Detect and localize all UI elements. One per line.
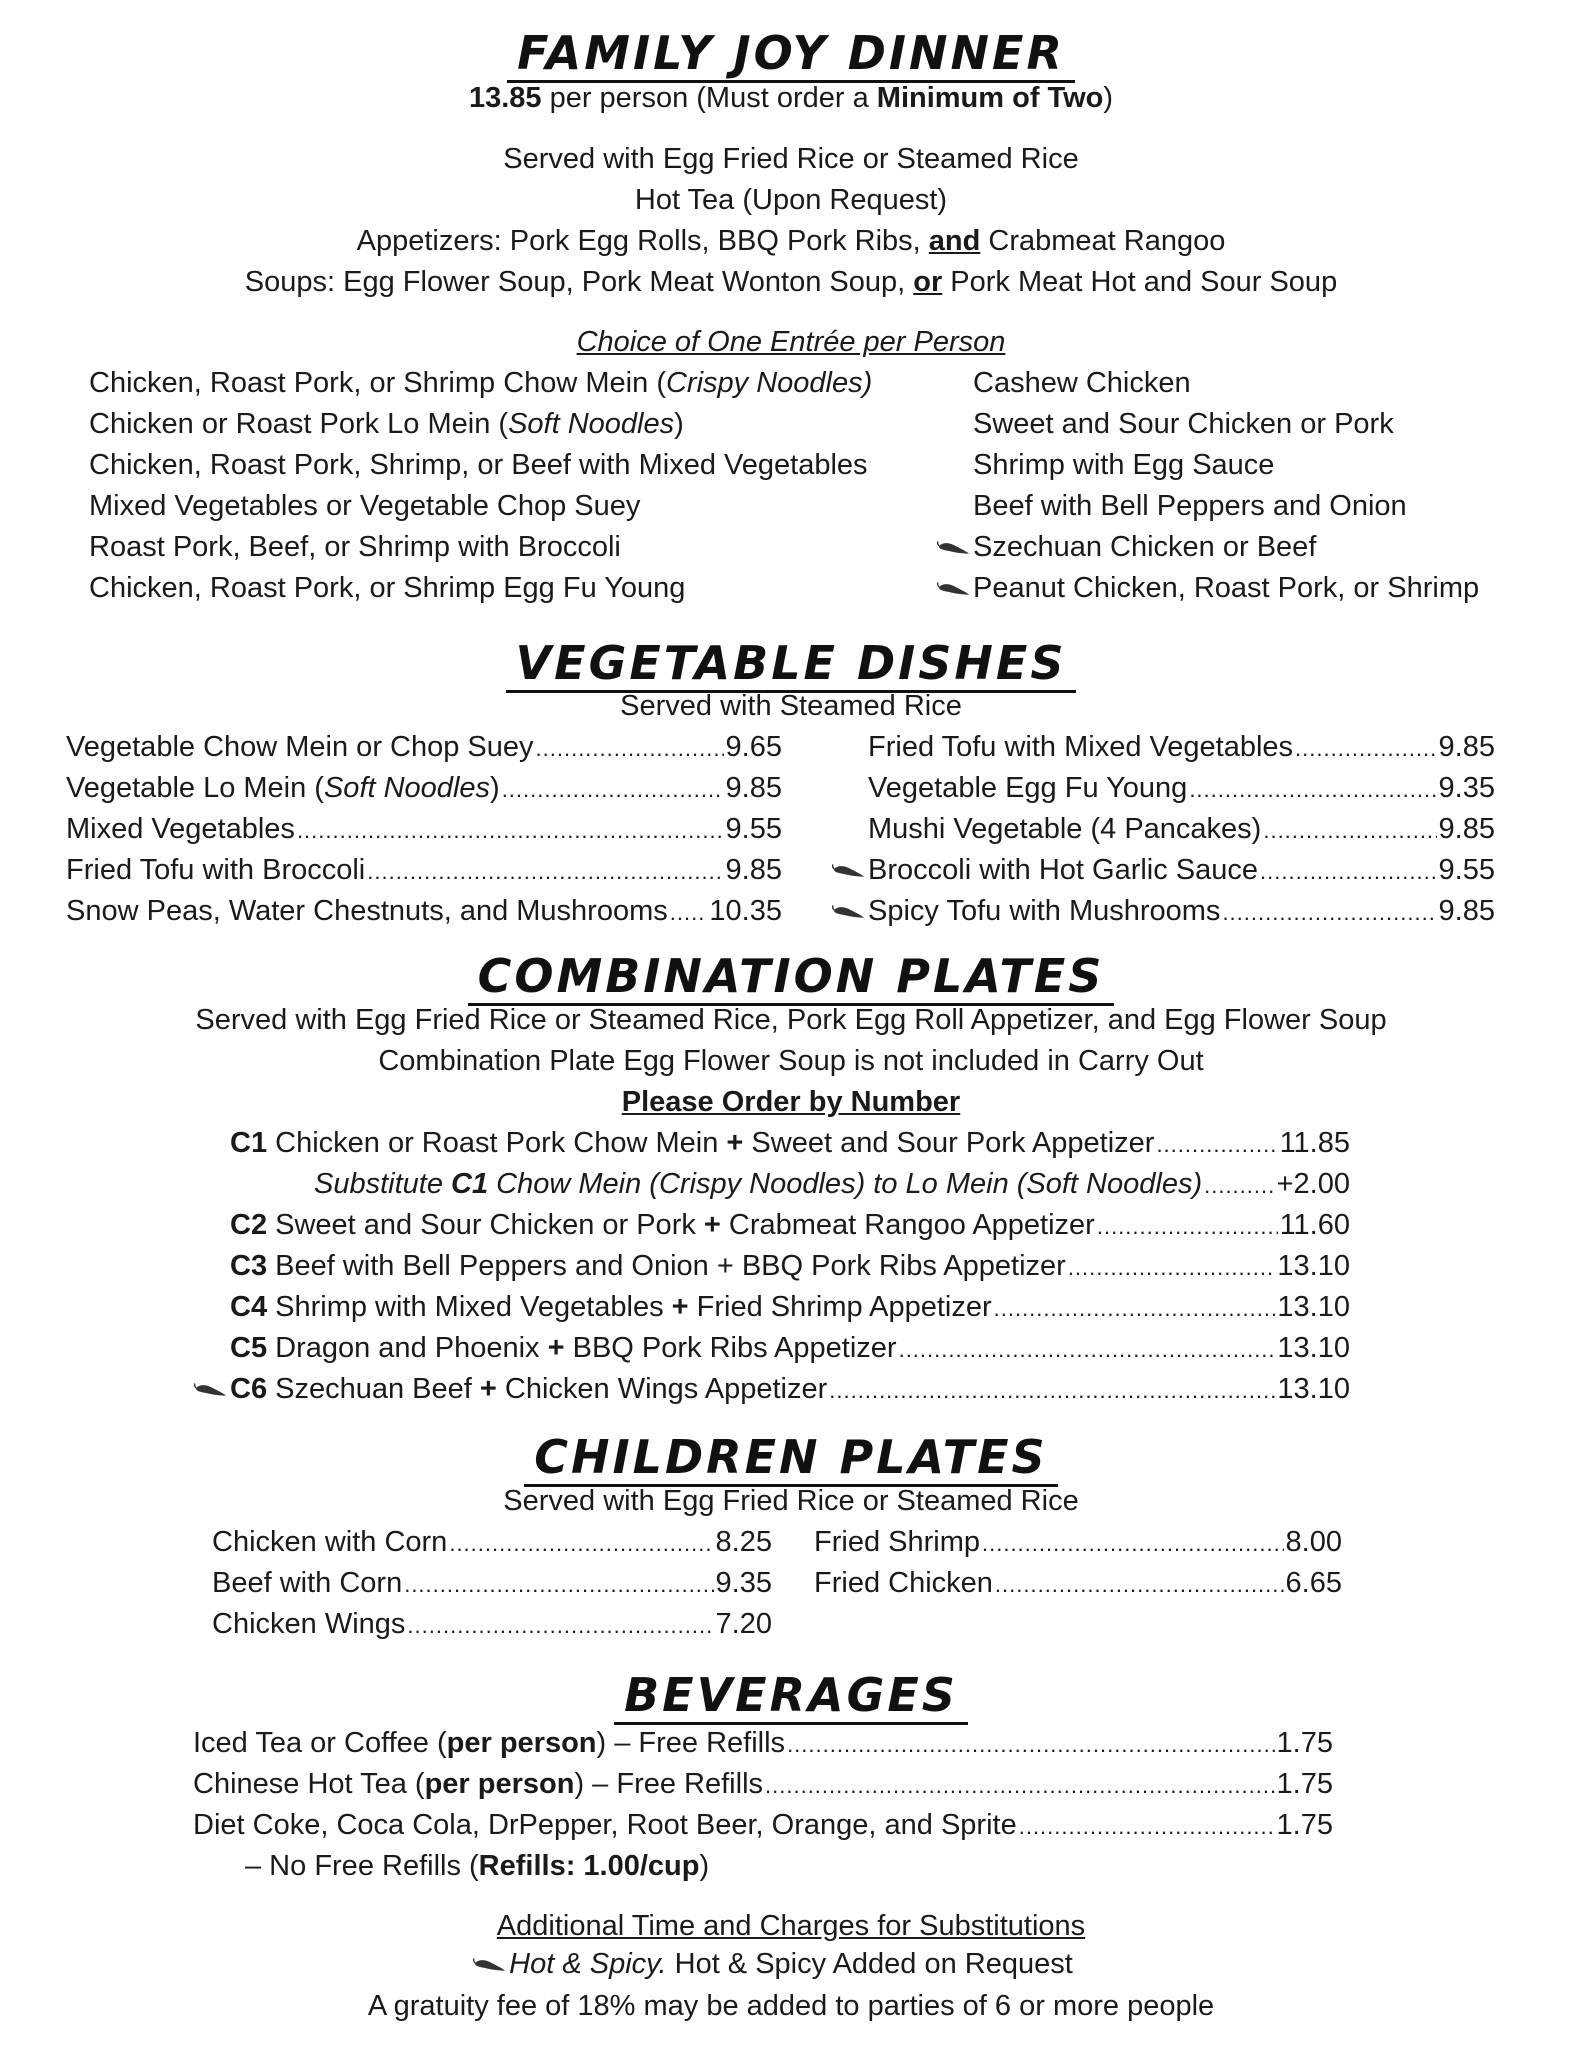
combination-list xyxy=(230,1123,1350,1410)
item-price: 1.75 xyxy=(1276,1727,1333,1759)
entree-item: Chicken, Roast Pork, Shrimp, or Beef with Mixed Vegetables xyxy=(89,449,868,481)
choice-heading: Choice of One Entrée per Person xyxy=(576,326,1006,358)
vegetable-item xyxy=(66,809,782,850)
item-name: Chicken with Corn xyxy=(212,1526,448,1558)
item-name: Chicken Wings xyxy=(212,1608,406,1640)
item-price: 1.75 xyxy=(1276,1768,1333,1800)
item-price: 9.55 xyxy=(1438,854,1495,886)
hot-pepper-icon xyxy=(937,541,971,555)
entree-item: Szechuan Chicken or Beef xyxy=(973,527,1479,568)
entree-item: Roast Pork, Beef, or Shrimp with Broccoli xyxy=(89,531,621,563)
item-price: 11.60 xyxy=(1279,1209,1350,1241)
item-price: 9.85 xyxy=(725,772,782,804)
children-item xyxy=(212,1563,772,1604)
item-price: 8.00 xyxy=(1285,1526,1342,1558)
dot-leader xyxy=(982,1522,1284,1564)
hot-pepper-icon xyxy=(473,1958,507,1972)
family-soups: Soups: Egg Flower Soup, Pork Meat Wonton Soup, or Pork Meat Hot and Sour Soup xyxy=(244,266,1338,298)
item-name: Substitute C1 Chow Mein (Crispy Noodles) to Lo Mein (Soft Noodles) xyxy=(314,1168,1203,1200)
dot-leader xyxy=(1068,1246,1276,1288)
beverage-item xyxy=(193,1723,1333,1764)
entree-item: Shrimp with Egg Sauce xyxy=(973,449,1275,481)
item-price: 13.10 xyxy=(1277,1291,1350,1323)
substitutions-note: Additional Time and Charges for Substitutions xyxy=(496,1910,1086,1942)
dot-leader xyxy=(502,768,724,810)
item-price: 7.20 xyxy=(715,1608,772,1640)
entree-item: Chicken or Roast Pork Lo Mein (Soft Noodles) xyxy=(89,408,684,440)
dot-leader xyxy=(1019,1805,1275,1847)
substitute-note xyxy=(230,1164,1350,1205)
dot-leader xyxy=(367,850,723,892)
item-name: Fried Chicken xyxy=(814,1567,993,1599)
item-price: 9.35 xyxy=(1438,772,1495,804)
item-price: 9.85 xyxy=(725,854,782,886)
dot-leader xyxy=(1156,1123,1277,1165)
combination-note: Combination Plate Egg Flower Soup is not included in Carry Out xyxy=(378,1045,1204,1077)
item-price: 8.25 xyxy=(715,1526,772,1558)
children-list-right xyxy=(814,1522,1342,1604)
dot-leader xyxy=(407,1604,713,1646)
item-name: C6 Szechuan Beef + Chicken Wings Appetizer xyxy=(230,1373,828,1405)
vegetable-item xyxy=(66,891,782,932)
beverage-item xyxy=(193,1805,1333,1846)
vegetable-item xyxy=(66,768,782,809)
combination-item xyxy=(230,1369,1350,1410)
dot-leader xyxy=(787,1723,1274,1765)
combination-item xyxy=(230,1205,1350,1246)
gratuity-note: A gratuity fee of 18% may be added to parties of 6 or more people xyxy=(367,1990,1215,2022)
family-tea: Hot Tea (Upon Request) xyxy=(634,184,948,216)
entree-item: Peanut Chicken, Roast Pork, or Shrimp xyxy=(973,568,1479,609)
hot-pepper-icon xyxy=(832,905,866,919)
item-price: 1.75 xyxy=(1276,1809,1333,1841)
item-price: 13.10 xyxy=(1277,1373,1350,1405)
item-name: Snow Peas, Water Chestnuts, and Mushrooms xyxy=(66,895,668,927)
item-price: 9.35 xyxy=(715,1567,772,1599)
item-price: 13.10 xyxy=(1277,1332,1350,1364)
family-entrees-left xyxy=(89,363,872,609)
beverage-item xyxy=(193,1764,1333,1805)
item-name: Vegetable Lo Mein (Soft Noodles) xyxy=(66,772,500,804)
family-price-line: 13.85 per person (Must order a Minimum of Two) xyxy=(468,82,1114,114)
hot-pepper-icon xyxy=(937,582,971,596)
item-price: 11.85 xyxy=(1279,1127,1350,1159)
vegetable-served: Served with Steamed Rice xyxy=(620,690,962,722)
vegetable-item xyxy=(868,727,1495,768)
item-price: 10.35 xyxy=(709,895,782,927)
beverages-list xyxy=(193,1723,1333,1846)
family-price: 13.85 xyxy=(468,82,542,114)
item-name: Diet Coke, Coca Cola, DrPepper, Root Beer, Orange, and Sprite xyxy=(193,1809,1017,1841)
dot-leader xyxy=(1204,1164,1275,1206)
combination-item xyxy=(230,1246,1350,1287)
entree-item: Beef with Bell Peppers and Onion xyxy=(973,490,1407,522)
item-name: Mixed Vegetables xyxy=(66,813,295,845)
vegetable-item xyxy=(66,850,782,891)
combination-item xyxy=(230,1328,1350,1369)
item-name: C1 Chicken or Roast Pork Chow Mein + Sweet and Sour Pork Appetizer xyxy=(230,1127,1155,1159)
item-name: Spicy Tofu with Mushrooms xyxy=(868,895,1221,927)
combination-item xyxy=(230,1287,1350,1328)
item-name: Iced Tea or Coffee (per person) – Free Refills xyxy=(193,1727,786,1759)
item-name: C5 Dragon and Phoenix + BBQ Pork Ribs Appetizer xyxy=(230,1332,897,1364)
item-name: Fried Tofu with Broccoli xyxy=(66,854,366,886)
dot-leader xyxy=(1097,1205,1278,1247)
children-item xyxy=(212,1522,772,1563)
item-price: 6.65 xyxy=(1285,1567,1342,1599)
combination-title: COMBINATION PLATES xyxy=(0,949,1582,1006)
refill-note: – No Free Refills (Refills: 1.00/cup) xyxy=(245,1850,710,1882)
item-name: C3 Beef with Bell Peppers and Onion + BBQ Pork Ribs Appetizer xyxy=(230,1250,1066,1282)
item-name: Fried Shrimp xyxy=(814,1526,980,1558)
order-heading: Please Order by Number xyxy=(621,1086,961,1118)
entree-item: Mixed Vegetables or Vegetable Chop Suey xyxy=(89,490,641,522)
vegetable-item xyxy=(868,891,1495,932)
hot-pepper-icon xyxy=(832,864,866,878)
combination-served: Served with Egg Fried Rice or Steamed Rice, Pork Egg Roll Appetizer, and Egg Flower Soup xyxy=(195,1004,1387,1036)
item-name: C4 Shrimp with Mixed Vegetables + Fried Shrimp Appetizer xyxy=(230,1291,992,1323)
children-title: CHILDREN PLATES xyxy=(0,1430,1582,1487)
vegetable-title: VEGETABLE DISHES xyxy=(0,636,1582,693)
vegetable-list-left xyxy=(66,727,782,932)
dot-leader xyxy=(297,809,724,851)
entree-item: Cashew Chicken xyxy=(973,367,1191,399)
dot-leader xyxy=(995,1563,1284,1605)
dot-leader xyxy=(829,1369,1275,1411)
dot-leader xyxy=(994,1287,1276,1329)
item-name: Mushi Vegetable (4 Pancakes) xyxy=(868,813,1262,845)
vegetable-item xyxy=(868,850,1495,891)
dot-leader xyxy=(404,1563,713,1605)
vegetable-item xyxy=(66,727,782,768)
children-list-left xyxy=(212,1522,772,1645)
entree-item: Chicken, Roast Pork, or Shrimp Egg Fu Young xyxy=(89,572,686,604)
dot-leader xyxy=(536,727,724,769)
combination-item xyxy=(230,1123,1350,1164)
children-item xyxy=(212,1604,772,1645)
item-name: Vegetable Chow Mein or Chop Suey xyxy=(66,731,534,763)
children-item xyxy=(814,1563,1342,1604)
item-price: 9.85 xyxy=(1438,895,1495,927)
dot-leader xyxy=(1189,768,1436,810)
dot-leader xyxy=(1222,891,1436,933)
beverages-title: BEVERAGES xyxy=(0,1668,1582,1725)
family-appetizers: Appetizers: Pork Egg Rolls, BBQ Pork Ribs, and Crabmeat Rangoo xyxy=(356,225,1226,257)
dot-leader xyxy=(765,1764,1275,1806)
dot-leader xyxy=(449,1522,713,1564)
item-price: 9.85 xyxy=(1438,813,1495,845)
dot-leader xyxy=(1263,809,1436,851)
dot-leader xyxy=(670,891,708,933)
entree-item: Chicken, Roast Pork, or Shrimp Chow Mein (Crispy Noodles) xyxy=(89,367,873,399)
item-name: Fried Tofu with Mixed Vegetables xyxy=(868,731,1294,763)
family-entrees-right xyxy=(973,363,1479,609)
family-served: Served with Egg Fried Rice or Steamed Rice xyxy=(503,143,1079,175)
children-served: Served with Egg Fried Rice or Steamed Rice xyxy=(503,1485,1079,1517)
dot-leader xyxy=(1260,850,1437,892)
entree-item: Sweet and Sour Chicken or Pork xyxy=(973,408,1394,440)
dot-leader xyxy=(1295,727,1437,769)
family-title: FAMILY JOY DINNER xyxy=(0,26,1582,83)
item-name: Beef with Corn xyxy=(212,1567,403,1599)
item-price: +2.00 xyxy=(1276,1168,1350,1200)
vegetable-item xyxy=(868,768,1495,809)
vegetable-item xyxy=(868,809,1495,850)
children-item xyxy=(814,1522,1342,1563)
item-name: C2 Sweet and Sour Chicken or Pork + Crabmeat Rangoo Appetizer xyxy=(230,1209,1095,1241)
vegetable-list-right xyxy=(868,727,1495,932)
dot-leader xyxy=(899,1328,1276,1370)
item-name: Broccoli with Hot Garlic Sauce xyxy=(868,854,1259,886)
hot-pepper-icon xyxy=(194,1383,228,1397)
item-price: 9.65 xyxy=(725,731,782,763)
item-name: Vegetable Egg Fu Young xyxy=(868,772,1188,804)
item-price: 9.85 xyxy=(1438,731,1495,763)
item-name: Chinese Hot Tea (per person) – Free Refills xyxy=(193,1768,764,1800)
hot-spicy-note: Hot & Spicy. Hot & Spicy Added on Request xyxy=(0,1944,1582,1985)
item-price: 9.55 xyxy=(725,813,782,845)
item-price: 13.10 xyxy=(1277,1250,1350,1282)
